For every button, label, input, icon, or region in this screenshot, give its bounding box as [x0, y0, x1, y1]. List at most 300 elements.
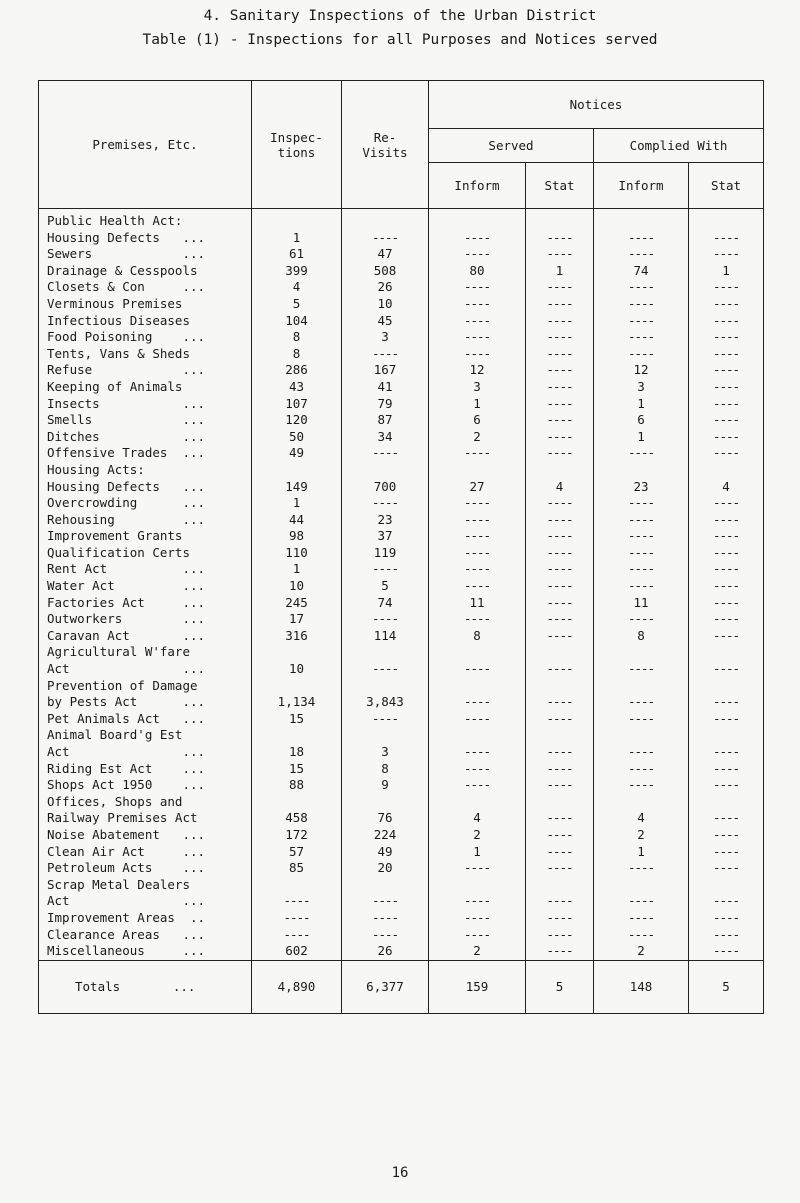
cell-premises: Keeping of Animals: [39, 379, 252, 396]
header-served: Served: [429, 129, 594, 163]
cell-revisits: 23: [342, 512, 429, 529]
section-title: 4. Sanitary Inspections of the Urban District: [203, 8, 597, 24]
cell-premises: Rent Act ...: [39, 561, 252, 578]
inspections-table: [38, 80, 764, 1014]
cell-served-inform: 2: [429, 827, 526, 844]
cell-inspections: 10: [252, 661, 342, 678]
cell-complied-stat: [689, 209, 764, 230]
cell-revisits: 45: [342, 313, 429, 330]
cell-complied-stat: ----: [689, 927, 764, 944]
cell-complied-inform: ----: [594, 346, 689, 363]
cell-inspections: 316: [252, 628, 342, 645]
cell-served-stat: ----: [526, 561, 594, 578]
cell-complied-stat: ----: [689, 744, 764, 761]
table-row: [39, 644, 764, 661]
header-complied-stat: Stat: [689, 163, 764, 209]
cell-revisits: ----: [342, 346, 429, 363]
table-title: Table (1) - Inspections for all Purposes and Notices served: [142, 32, 658, 48]
cell-served-stat: ----: [526, 893, 594, 910]
cell-served-inform: ----: [429, 445, 526, 462]
cell-complied-stat: ----: [689, 761, 764, 778]
table-row: [39, 794, 764, 811]
cell-served-inform: ----: [429, 694, 526, 711]
cell-complied-stat: ----: [689, 512, 764, 529]
cell-complied-inform: 74: [594, 263, 689, 280]
totals-label: Totals ...: [39, 960, 252, 1013]
cell-served-stat: ----: [526, 445, 594, 462]
cell-inspections: 458: [252, 810, 342, 827]
cell-revisits: 224: [342, 827, 429, 844]
cell-complied-stat: [689, 794, 764, 811]
cell-complied-stat: ----: [689, 545, 764, 562]
table-row: [39, 429, 764, 446]
cell-complied-inform: 8: [594, 628, 689, 645]
cell-served-stat: [526, 462, 594, 479]
cell-revisits: 8: [342, 761, 429, 778]
totals-complied-inform: 148: [594, 960, 689, 1013]
cell-complied-inform: ----: [594, 927, 689, 944]
cell-inspections: 149: [252, 479, 342, 496]
cell-complied-inform: 12: [594, 362, 689, 379]
cell-inspections: ----: [252, 910, 342, 927]
cell-premises: Pet Animals Act ...: [39, 711, 252, 728]
cell-inspections: 120: [252, 412, 342, 429]
cell-served-inform: ----: [429, 230, 526, 247]
cell-inspections: 85: [252, 860, 342, 877]
cell-complied-inform: ----: [594, 230, 689, 247]
cell-premises: Sewers ...: [39, 246, 252, 263]
cell-served-inform: ----: [429, 528, 526, 545]
cell-revisits: ----: [342, 910, 429, 927]
cell-inspections: 602: [252, 943, 342, 960]
table-row: [39, 561, 764, 578]
cell-complied-stat: ----: [689, 296, 764, 313]
table-row: [39, 313, 764, 330]
header-premises: Premises, Etc.: [39, 81, 252, 209]
cell-served-inform: [429, 727, 526, 744]
cell-served-inform: [429, 877, 526, 894]
cell-complied-inform: ----: [594, 661, 689, 678]
cell-served-stat: ----: [526, 860, 594, 877]
table-row: [39, 362, 764, 379]
cell-premises: Housing Defects ...: [39, 230, 252, 247]
cell-complied-stat: ----: [689, 528, 764, 545]
cell-served-inform: ----: [429, 661, 526, 678]
table-row: [39, 495, 764, 512]
cell-served-inform: ----: [429, 744, 526, 761]
cell-premises: Qualification Certs: [39, 545, 252, 562]
cell-revisits: ----: [342, 561, 429, 578]
header-served-stat: Stat: [526, 163, 594, 209]
cell-premises: Riding Est Act ...: [39, 761, 252, 778]
cell-served-stat: ----: [526, 296, 594, 313]
cell-served-stat: ----: [526, 628, 594, 645]
cell-served-inform: ----: [429, 512, 526, 529]
cell-complied-inform: ----: [594, 246, 689, 263]
cell-served-inform: [429, 644, 526, 661]
table-row: [39, 810, 764, 827]
cell-revisits: 114: [342, 628, 429, 645]
cell-revisits: ----: [342, 661, 429, 678]
cell-inspections: 88: [252, 777, 342, 794]
cell-complied-stat: [689, 727, 764, 744]
cell-revisits: 49: [342, 844, 429, 861]
cell-premises: Drainage & Cesspools: [39, 263, 252, 280]
page-number: 16: [391, 1165, 409, 1181]
cell-inspections: [252, 794, 342, 811]
cell-served-inform: ----: [429, 893, 526, 910]
cell-premises: Shops Act 1950 ...: [39, 777, 252, 794]
cell-premises: Improvement Grants: [39, 528, 252, 545]
table-row: [39, 943, 764, 960]
cell-inspections: [252, 678, 342, 695]
table-row: [39, 246, 764, 263]
cell-premises: Public Health Act:: [39, 209, 252, 230]
table-row: [39, 545, 764, 562]
cell-complied-stat: ----: [689, 396, 764, 413]
cell-revisits: ----: [342, 230, 429, 247]
cell-revisits: 37: [342, 528, 429, 545]
cell-complied-inform: 6: [594, 412, 689, 429]
cell-complied-stat: ----: [689, 495, 764, 512]
cell-complied-stat: ----: [689, 313, 764, 330]
cell-served-inform: ----: [429, 910, 526, 927]
cell-complied-stat: ----: [689, 279, 764, 296]
cell-complied-stat: ----: [689, 827, 764, 844]
cell-revisits: 76: [342, 810, 429, 827]
cell-complied-stat: ----: [689, 694, 764, 711]
cell-premises: Caravan Act ...: [39, 628, 252, 645]
cell-premises: Water Act ...: [39, 578, 252, 595]
cell-revisits: [342, 209, 429, 230]
cell-complied-inform: 2: [594, 827, 689, 844]
cell-premises: Petroleum Acts ...: [39, 860, 252, 877]
cell-complied-stat: ----: [689, 561, 764, 578]
cell-inspections: 4: [252, 279, 342, 296]
cell-revisits: 26: [342, 279, 429, 296]
cell-served-stat: ----: [526, 528, 594, 545]
cell-served-inform: 80: [429, 263, 526, 280]
table-row: [39, 877, 764, 894]
cell-complied-stat: ----: [689, 661, 764, 678]
cell-complied-inform: ----: [594, 860, 689, 877]
cell-served-stat: ----: [526, 362, 594, 379]
cell-complied-stat: ----: [689, 777, 764, 794]
cell-complied-stat: 1: [689, 263, 764, 280]
totals-complied-stat: 5: [689, 960, 764, 1013]
cell-complied-inform: 2: [594, 943, 689, 960]
cell-complied-stat: ----: [689, 230, 764, 247]
cell-premises: Offensive Trades ...: [39, 445, 252, 462]
cell-complied-stat: [689, 462, 764, 479]
table-row: [39, 628, 764, 645]
cell-revisits: [342, 644, 429, 661]
cell-served-inform: 27: [429, 479, 526, 496]
cell-complied-stat: 4: [689, 479, 764, 496]
cell-inspections: 10: [252, 578, 342, 595]
table-row: [39, 893, 764, 910]
cell-complied-stat: ----: [689, 578, 764, 595]
table-row: [39, 209, 764, 230]
cell-served-inform: [429, 794, 526, 811]
cell-complied-stat: [689, 877, 764, 894]
cell-inspections: 286: [252, 362, 342, 379]
cell-complied-stat: ----: [689, 611, 764, 628]
cell-complied-inform: 23: [594, 479, 689, 496]
cell-premises: Prevention of Damage: [39, 678, 252, 695]
cell-served-stat: ----: [526, 512, 594, 529]
cell-premises: Closets & Con ...: [39, 279, 252, 296]
cell-served-inform: ----: [429, 279, 526, 296]
cell-served-stat: [526, 727, 594, 744]
cell-served-stat: ----: [526, 279, 594, 296]
cell-complied-inform: 4: [594, 810, 689, 827]
cell-complied-inform: ----: [594, 296, 689, 313]
cell-inspections: 50: [252, 429, 342, 446]
cell-complied-inform: [594, 644, 689, 661]
table-row: [39, 727, 764, 744]
cell-served-stat: ----: [526, 246, 594, 263]
cell-inspections: 399: [252, 263, 342, 280]
cell-inspections: 15: [252, 711, 342, 728]
cell-revisits: 3: [342, 744, 429, 761]
table-row: [39, 595, 764, 612]
cell-served-stat: [526, 794, 594, 811]
cell-inspections: [252, 462, 342, 479]
table-row: [39, 462, 764, 479]
cell-complied-stat: ----: [689, 711, 764, 728]
cell-inspections: [252, 209, 342, 230]
header-complied-inform: Inform: [594, 163, 689, 209]
cell-revisits: 79: [342, 396, 429, 413]
cell-complied-inform: ----: [594, 495, 689, 512]
cell-served-stat: ----: [526, 810, 594, 827]
cell-served-inform: 2: [429, 943, 526, 960]
cell-revisits: [342, 462, 429, 479]
cell-revisits: 9: [342, 777, 429, 794]
cell-complied-inform: ----: [594, 893, 689, 910]
table-row: [39, 379, 764, 396]
cell-served-stat: ----: [526, 827, 594, 844]
cell-complied-inform: [594, 794, 689, 811]
cell-premises: Scrap Metal Dealers: [39, 877, 252, 894]
cell-inspections: 49: [252, 445, 342, 462]
cell-inspections: [252, 727, 342, 744]
cell-inspections: 44: [252, 512, 342, 529]
table-row: [39, 744, 764, 761]
cell-served-inform: 1: [429, 396, 526, 413]
table-row: [39, 927, 764, 944]
cell-served-inform: [429, 678, 526, 695]
cell-complied-inform: ----: [594, 578, 689, 595]
header-inspections: Inspec- tions: [252, 81, 342, 209]
totals-served-stat: 5: [526, 960, 594, 1013]
cell-complied-inform: ----: [594, 910, 689, 927]
cell-inspections: 104: [252, 313, 342, 330]
cell-premises: Clean Air Act ...: [39, 844, 252, 861]
cell-served-stat: ----: [526, 313, 594, 330]
cell-premises: Act ...: [39, 744, 252, 761]
cell-premises: Animal Board'g Est: [39, 727, 252, 744]
cell-served-stat: ----: [526, 844, 594, 861]
cell-premises: Insects ...: [39, 396, 252, 413]
table-row: [39, 761, 764, 778]
cell-inspections: [252, 644, 342, 661]
cell-served-stat: ----: [526, 611, 594, 628]
cell-served-stat: [526, 877, 594, 894]
cell-inspections: 245: [252, 595, 342, 612]
cell-premises: Infectious Diseases: [39, 313, 252, 330]
cell-revisits: [342, 678, 429, 695]
cell-inspections: 61: [252, 246, 342, 263]
cell-served-inform: ----: [429, 927, 526, 944]
cell-premises: Agricultural W'fare: [39, 644, 252, 661]
cell-premises: Rehousing ...: [39, 512, 252, 529]
cell-complied-stat: ----: [689, 595, 764, 612]
cell-complied-stat: ----: [689, 844, 764, 861]
cell-complied-stat: [689, 678, 764, 695]
table-row: [39, 578, 764, 595]
cell-premises: Housing Defects ...: [39, 479, 252, 496]
cell-complied-stat: ----: [689, 943, 764, 960]
table-row: [39, 827, 764, 844]
header-served-inform: Inform: [429, 163, 526, 209]
cell-complied-stat: ----: [689, 893, 764, 910]
cell-complied-stat: ----: [689, 910, 764, 927]
cell-served-inform: ----: [429, 313, 526, 330]
cell-complied-inform: ----: [594, 329, 689, 346]
cell-inspections: ----: [252, 927, 342, 944]
cell-served-inform: ----: [429, 578, 526, 595]
cell-revisits: 34: [342, 429, 429, 446]
table-row: [39, 279, 764, 296]
cell-revisits: ----: [342, 495, 429, 512]
cell-complied-inform: ----: [594, 694, 689, 711]
cell-served-inform: ----: [429, 611, 526, 628]
cell-inspections: 172: [252, 827, 342, 844]
table-row: [39, 711, 764, 728]
cell-revisits: [342, 794, 429, 811]
cell-revisits: [342, 727, 429, 744]
table-row: [39, 346, 764, 363]
cell-served-inform: [429, 462, 526, 479]
header-revisits: Re- Visits: [342, 81, 429, 209]
cell-served-inform: ----: [429, 246, 526, 263]
cell-inspections: 107: [252, 396, 342, 413]
cell-revisits: 5: [342, 578, 429, 595]
cell-complied-stat: ----: [689, 362, 764, 379]
table-row: [39, 777, 764, 794]
cell-premises: Railway Premises Act: [39, 810, 252, 827]
cell-premises: Improvement Areas ..: [39, 910, 252, 927]
cell-served-inform: 8: [429, 628, 526, 645]
cell-premises: Ditches ...: [39, 429, 252, 446]
cell-served-inform: [429, 209, 526, 230]
cell-inspections: 8: [252, 346, 342, 363]
cell-revisits: 10: [342, 296, 429, 313]
cell-complied-stat: ----: [689, 246, 764, 263]
cell-complied-inform: [594, 678, 689, 695]
cell-premises: Factories Act ...: [39, 595, 252, 612]
table-row: [39, 230, 764, 247]
cell-complied-stat: ----: [689, 429, 764, 446]
table-row: [39, 412, 764, 429]
cell-premises: Act ...: [39, 661, 252, 678]
cell-inspections: 17: [252, 611, 342, 628]
cell-inspections: ----: [252, 893, 342, 910]
cell-revisits: 20: [342, 860, 429, 877]
cell-served-inform: ----: [429, 761, 526, 778]
cell-served-stat: ----: [526, 578, 594, 595]
cell-revisits: ----: [342, 445, 429, 462]
cell-revisits: 700: [342, 479, 429, 496]
cell-complied-inform: ----: [594, 512, 689, 529]
cell-complied-stat: ----: [689, 445, 764, 462]
table-row: [39, 445, 764, 462]
cell-served-stat: 4: [526, 479, 594, 496]
cell-served-stat: ----: [526, 329, 594, 346]
cell-complied-stat: ----: [689, 860, 764, 877]
cell-inspections: 5: [252, 296, 342, 313]
cell-served-inform: ----: [429, 329, 526, 346]
cell-complied-inform: [594, 727, 689, 744]
cell-complied-stat: ----: [689, 810, 764, 827]
cell-premises: Miscellaneous ...: [39, 943, 252, 960]
cell-served-stat: ----: [526, 694, 594, 711]
cell-complied-inform: ----: [594, 777, 689, 794]
cell-served-stat: 1: [526, 263, 594, 280]
cell-complied-inform: 3: [594, 379, 689, 396]
cell-served-inform: 1: [429, 844, 526, 861]
table-row: [39, 661, 764, 678]
cell-served-inform: 4: [429, 810, 526, 827]
totals-row: [39, 960, 764, 1013]
cell-served-stat: ----: [526, 777, 594, 794]
cell-served-stat: ----: [526, 379, 594, 396]
cell-served-stat: ----: [526, 910, 594, 927]
cell-revisits: 41: [342, 379, 429, 396]
cell-served-stat: ----: [526, 429, 594, 446]
cell-complied-inform: ----: [594, 761, 689, 778]
cell-premises: Housing Acts:: [39, 462, 252, 479]
cell-premises: Verminous Premises: [39, 296, 252, 313]
cell-premises: Act ...: [39, 893, 252, 910]
cell-revisits: 87: [342, 412, 429, 429]
cell-served-stat: ----: [526, 495, 594, 512]
cell-complied-inform: 1: [594, 429, 689, 446]
cell-premises: Noise Abatement ...: [39, 827, 252, 844]
header-complied: Complied With: [594, 129, 764, 163]
cell-complied-inform: 1: [594, 844, 689, 861]
cell-complied-inform: ----: [594, 711, 689, 728]
cell-premises: by Pests Act ...: [39, 694, 252, 711]
cell-served-inform: ----: [429, 777, 526, 794]
cell-complied-inform: 1: [594, 396, 689, 413]
cell-inspections: 8: [252, 329, 342, 346]
cell-complied-stat: [689, 644, 764, 661]
cell-complied-inform: ----: [594, 545, 689, 562]
totals-revisits: 6,377: [342, 960, 429, 1013]
cell-complied-inform: [594, 462, 689, 479]
cell-revisits: ----: [342, 711, 429, 728]
table-row: [39, 512, 764, 529]
cell-served-stat: [526, 644, 594, 661]
cell-served-stat: ----: [526, 595, 594, 612]
cell-complied-stat: ----: [689, 412, 764, 429]
cell-complied-inform: ----: [594, 313, 689, 330]
table-row: [39, 910, 764, 927]
cell-served-inform: 6: [429, 412, 526, 429]
